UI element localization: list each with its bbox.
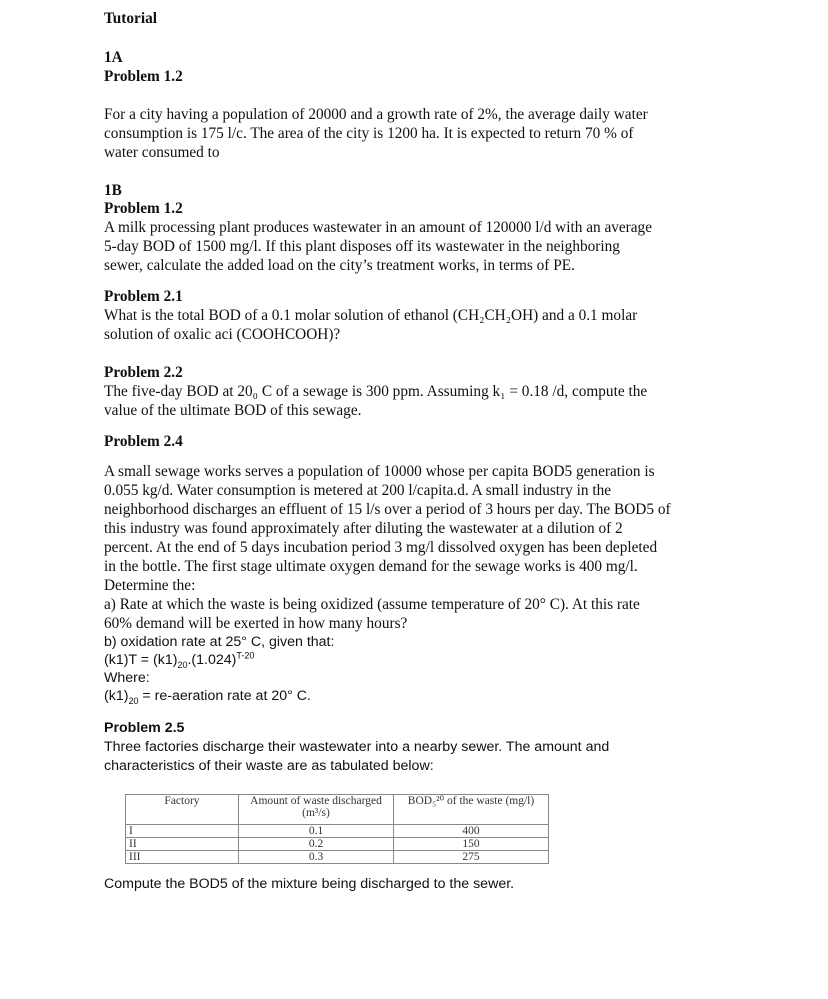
paragraph-2-1 — [104, 306, 724, 344]
table-header-row: Factory Amount of waste discharged (m³/s) BOD₅²⁰ of the waste (mg/l) — [126, 795, 549, 825]
waste-table — [125, 794, 549, 864]
heading-2-5: Problem 2.5 — [104, 720, 185, 736]
text-line: characteristics of their waste are as tabulated below: — [104, 758, 434, 774]
text-line: consumption is 175 l/c. The area of the city is 1200 ha. It is expected to return 70 % of — [104, 125, 634, 142]
text-line: Three factories discharge their wastewater into a nearby sewer. The amount and — [104, 739, 610, 755]
table-row: III 0.3 275 — [126, 851, 549, 864]
text-line: value of the ultimate BOD of this sewage. — [104, 402, 362, 419]
text-line: sewer, calculate the added load on the city’s treatment works, in terms of PE. — [104, 257, 575, 274]
text-line: water consumed to — [104, 144, 220, 161]
paragraph-2-4 — [104, 462, 724, 633]
formula: $(k1)T = (k1)_{20}.(1.024)^{T-20}$ — [104, 650, 255, 670]
heading-2-2: Problem 2.2 — [104, 364, 183, 381]
heading-2-4: Problem 2.4 — [104, 433, 183, 450]
part-b-text: b) oxidation rate at 25° C, given that: — [104, 634, 335, 650]
text-line: For a city having a population of 20000 and a growth rate of 2%, the average daily water — [104, 106, 648, 123]
paragraph-1b — [104, 218, 724, 275]
text-line: this industry was found approximately after diluting the wastewater at a dilution of 2 — [104, 520, 623, 537]
table-row: II 0.2 150 — [126, 838, 549, 851]
table-row: I 0.1 400 — [126, 825, 549, 838]
text-line: The five-day BOD at 20₀ C of a sewage is 300 ppm. Assuming k₁ = 0.18 /d, compute the — [104, 383, 648, 400]
text-line: neighborhood discharges an effluent of 15 l/s over a period of 3 hours per day. The BOD5 of — [104, 501, 671, 518]
doc-title: Tutorial — [104, 10, 157, 27]
section-label-1a: 1A — [104, 49, 123, 66]
text-line: A small sewage works serves a population of 10000 whose per capita BOD5 generation is — [104, 463, 655, 480]
heading-1a: Problem 1.2 — [104, 68, 183, 85]
text-line: 5-day BOD of 1500 mg/l. If this plant disposes off its wastewater in the neighboring — [104, 238, 620, 255]
text-line: Determine the: — [104, 577, 196, 594]
heading-1b: Problem 1.2 — [104, 200, 183, 217]
text-line: What is the total BOD of a 0.1 molar solution of ethanol (CH₂CH₂OH) and a 0.1 molar — [104, 307, 638, 324]
text-line: a) Rate at which the waste is being oxidized (assume temperature of 20° C). At this rate — [104, 596, 640, 613]
paragraph-2-4-b — [104, 633, 724, 705]
text-line: 0.055 kg/d. Water consumption is metered at 200 l/capita.d. A small industry in the — [104, 482, 612, 499]
text-line: solution of oxalic aci (COOHCOOH)? — [104, 326, 341, 343]
paragraph-2-2 — [104, 382, 724, 420]
footer-question: Compute the BOD5 of the mixture being discharged to the sewer. — [104, 876, 515, 892]
text-line: percent. At the end of 5 days incubation period 3 mg/l dissolved oxygen has been depleted — [104, 539, 658, 556]
section-label-1b: 1B — [104, 182, 122, 199]
text-line: 60% demand will be exerted in how many hours? — [104, 615, 408, 632]
where-label: Where: — [104, 670, 150, 686]
definition: $(k1)_{20}$ = re-aeration rate at 20° C. — [104, 688, 311, 706]
text-line: in the bottle. The first stage ultimate oxygen demand for the sewage works is 400 mg/l. — [104, 558, 638, 575]
paragraph-1a — [104, 105, 724, 162]
heading-2-1: Problem 2.1 — [104, 288, 183, 305]
text-line: A milk processing plant produces wastewater in an amount of 120000 l/d with an average — [104, 219, 652, 236]
paragraph-2-5 — [104, 738, 724, 776]
